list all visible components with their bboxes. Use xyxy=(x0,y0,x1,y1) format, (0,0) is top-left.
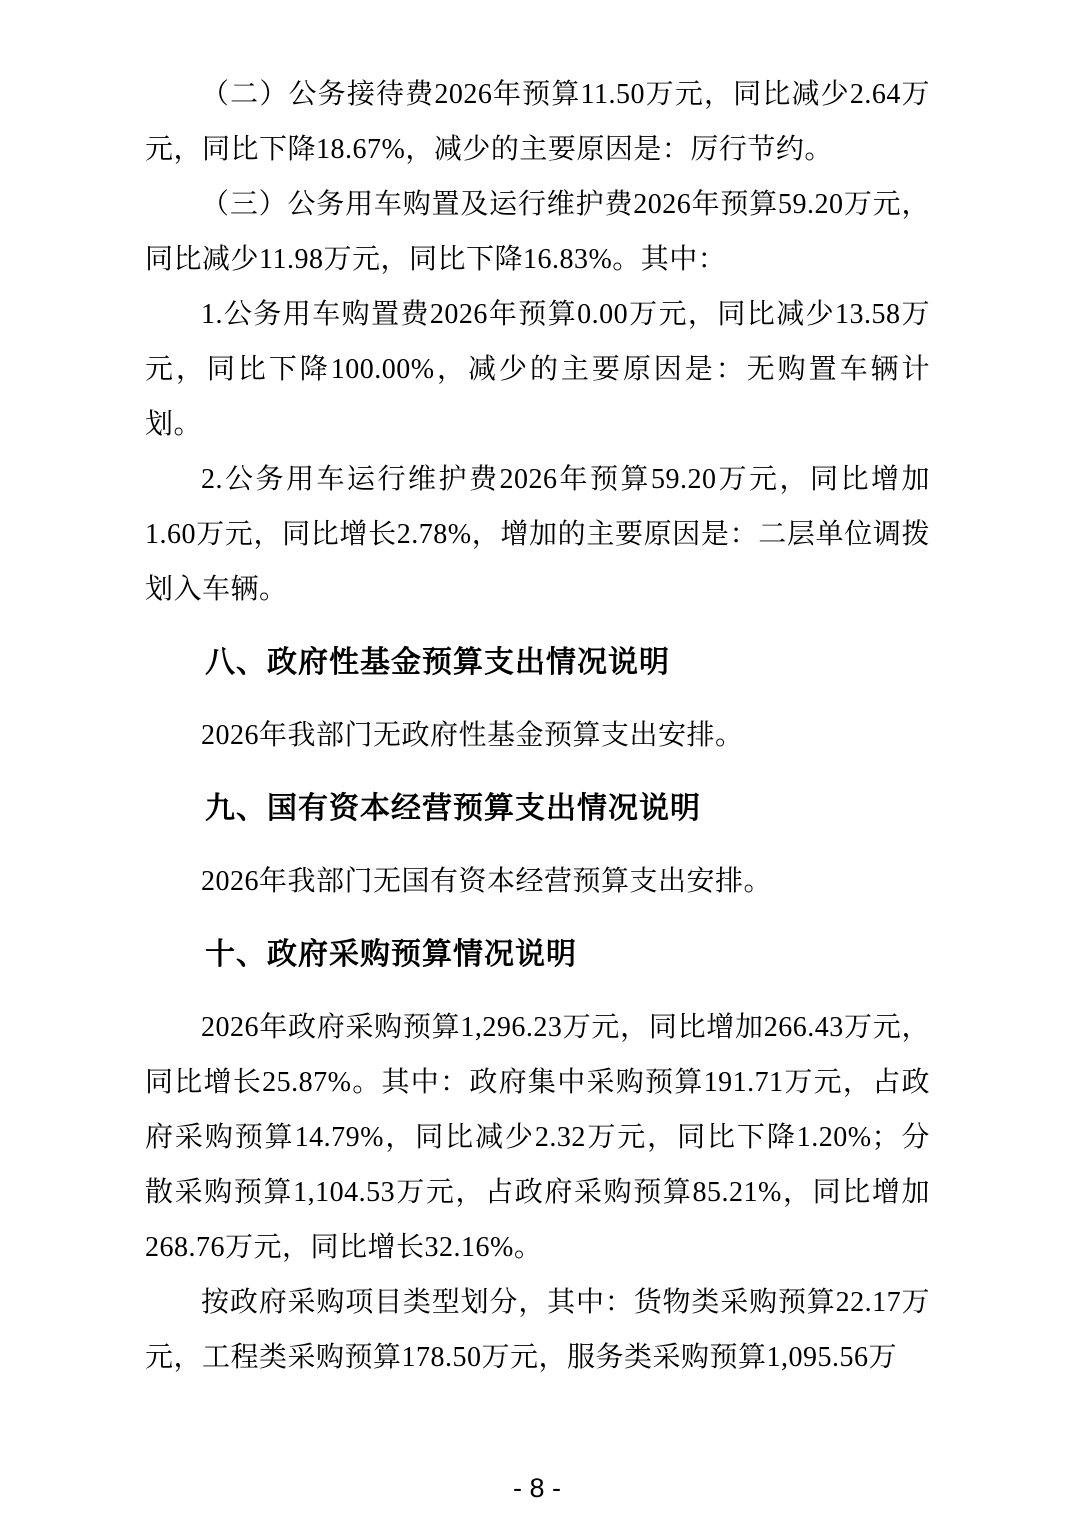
paragraph-procurement-by-type: 按政府采购项目类型划分，其中：货物类采购预算22.17万元，工程类采购预算178.50万元，服务类采购预算1,095.56万 xyxy=(145,1287,930,1373)
paragraph-procurement-budget-overview: 2026年政府采购预算1,296.23万元，同比增加266.43万元，同比增长25.87%。其中：政府集中采购预算191.71万元，占政府采购预算14.79%，同比减少2.32万元，同比下降1.20%；分散采购预算1,104.53万元，占政府采购预算85.21%，同比增加268.76万元，同比增长32.16%。 xyxy=(145,1012,930,1263)
document-body xyxy=(145,67,930,1385)
heading-section-10-government-procurement: 十、政府采购预算情况说明 xyxy=(205,938,577,971)
heading-section-8-government-fund-budget: 八、政府性基金预算支出情况说明 xyxy=(205,646,670,679)
paragraph-no-state-capital-budget: 2026年我部门无国有资本经营预算支出安排。 xyxy=(201,866,773,897)
paragraph-vehicle-maintenance-expense: 2.公务用车运行维护费2026年预算59.20万元，同比增加1.60万元，同比增长2.78%，增加的主要原因是：二层单位调拨划入车辆。 xyxy=(145,464,930,605)
paragraph-vehicle-purchase-expense: 1.公务用车购置费2026年预算0.00万元，同比减少13.58万元，同比下降100.00%，减少的主要原因是：无购置车辆计划。 xyxy=(145,299,930,440)
paragraph-vehicle-purchase-and-maintenance: （三）公务用车购置及运行维护费2026年预算59.20万元，同比减少11.98万元，同比下降16.83%。其中： xyxy=(145,189,930,275)
paragraph-official-reception-expense: （二）公务接待费2026年预算11.50万元，同比减少2.64万元，同比下降18.67%，减少的主要原因是：厉行节约。 xyxy=(145,79,930,165)
page-number: - 8 - xyxy=(512,1473,561,1503)
paragraph-no-government-fund-budget: 2026年我部门无政府性基金预算支出安排。 xyxy=(201,720,744,751)
heading-section-9-state-capital-budget: 九、国有资本经营预算支出情况说明 xyxy=(205,792,701,825)
